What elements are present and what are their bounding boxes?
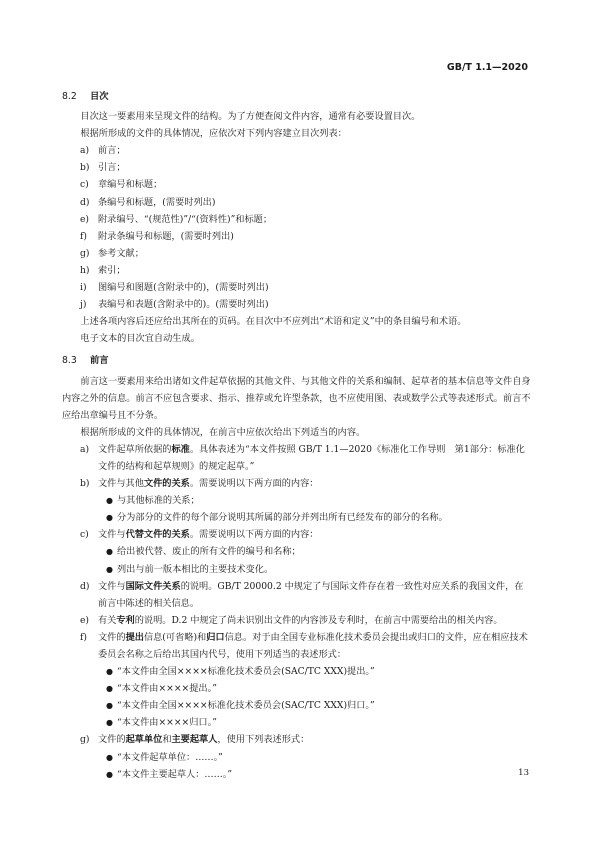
section-8-2-heading bbox=[62, 88, 532, 105]
bullet-icon: ● bbox=[106, 667, 113, 677]
item-text: 文件的 bbox=[98, 631, 126, 643]
item-keyword: 主要起草人 bbox=[171, 734, 218, 746]
list-label: f) bbox=[80, 230, 87, 242]
item-text: 。需要说明以下两方面的内容： bbox=[189, 478, 319, 490]
item-text: 文件与 bbox=[98, 529, 126, 541]
foreword-item-b bbox=[62, 475, 532, 492]
bullet-text: 与其他标准的关系； bbox=[117, 495, 200, 507]
item-keyword: 提出 bbox=[125, 631, 144, 643]
bullet-icon: ● bbox=[106, 701, 113, 711]
bullet-icon: ● bbox=[106, 547, 113, 557]
foreword-item-d bbox=[62, 578, 532, 612]
paragraph: 上述各项内容后还应给出其所在的页码。在目次中不应列出“术语和定义”中的条目编号和术语。 bbox=[80, 316, 467, 328]
bullet-text: “本文件起草单位：……。” bbox=[117, 751, 223, 763]
bullet-icon: ● bbox=[106, 769, 113, 779]
standard-number: GB/T 1.1—2020 bbox=[446, 62, 528, 73]
bullet-text: 给出被代替、废止的所有文件的编号和名称； bbox=[117, 546, 301, 558]
list-label: h) bbox=[80, 264, 90, 276]
bullet-icon: ● bbox=[106, 718, 113, 728]
list-item bbox=[62, 159, 532, 176]
item-text: 。具体表述为“本文件按照 GB/T 1.1—2020《标准化工作导则 第1部分：标准化文件的结构和起草规则》的规定起草。” bbox=[98, 443, 525, 472]
bullet-list bbox=[62, 543, 532, 577]
bullet-list bbox=[62, 492, 532, 526]
foreword-item-f bbox=[62, 629, 532, 663]
list-label: e) bbox=[80, 213, 90, 225]
list-label: g) bbox=[80, 247, 90, 259]
section-title: 目次 bbox=[90, 91, 109, 102]
list-text: 前言； bbox=[98, 145, 126, 157]
bullet-text: “本文件由全国××××标准化技术委员会(SAC/TC XXX)归口。” bbox=[117, 700, 375, 712]
paragraph: 前言这一要素用来给出诸如文件起草依据的其他文件、与其他文件的关系和编制、起草者的基本信息等文件自身内容之外的信息。前言不应包含要求、指示、推荐或允许型条款，也不应使用图、表或数学公式等表述形式。前言不应给出章编号且不分条。 bbox=[62, 375, 531, 421]
bullet-item bbox=[106, 509, 532, 526]
bullet-text: “本文件主要起草人：……。” bbox=[117, 768, 233, 780]
list-text: 附录编号、“(规范性)”/“(资料性)”和标题； bbox=[98, 213, 273, 225]
list-item bbox=[62, 211, 532, 228]
bullet-icon: ● bbox=[106, 496, 113, 506]
item-keyword: 代替文件的关系 bbox=[125, 529, 190, 541]
foreword-item-a bbox=[62, 441, 532, 475]
section-number: 8.3 bbox=[62, 355, 77, 367]
bullet-item bbox=[106, 697, 532, 714]
section-title: 前言 bbox=[90, 355, 109, 367]
list-text: 表编号和表题(含附录中的)。(需要时列出) bbox=[98, 299, 269, 311]
bullet-list bbox=[62, 749, 532, 783]
list-label: a) bbox=[80, 443, 90, 455]
item-text: 有关 bbox=[98, 614, 117, 626]
item-text: 的说明。GB/T 20000.2 中规定了与国际文件存在着一致性对应关系的我国文件，在前言中陈述的相关信息。 bbox=[98, 580, 524, 609]
section-number: 8.2 bbox=[62, 91, 77, 102]
paragraph: 电子文本的目次宜自动生成。 bbox=[80, 333, 200, 345]
item-text: 和 bbox=[162, 734, 172, 746]
bullet-icon: ● bbox=[106, 564, 113, 574]
bullet-text: 列出与前一版本相比的主要技术变化。 bbox=[117, 563, 274, 575]
section-8-3-heading bbox=[62, 352, 532, 369]
item-keyword: 文件的关系 bbox=[143, 478, 190, 490]
bullet-item bbox=[106, 766, 532, 783]
list-item bbox=[62, 176, 532, 193]
list-item bbox=[62, 262, 532, 279]
list-label: d) bbox=[80, 580, 90, 592]
item-text: 文件起草所依据的 bbox=[98, 443, 172, 455]
list-text: 索引； bbox=[98, 264, 126, 276]
bullet-list bbox=[62, 663, 532, 731]
item-text: 文件与 bbox=[98, 580, 126, 592]
list-item bbox=[62, 194, 532, 211]
foreword-item-e bbox=[62, 612, 532, 629]
bullet-item bbox=[106, 714, 532, 731]
item-text: 文件与其他 bbox=[98, 478, 144, 490]
item-text: 文件的 bbox=[98, 734, 126, 746]
list-label: b) bbox=[80, 162, 90, 174]
list-label: j) bbox=[80, 299, 87, 311]
list-label: f) bbox=[80, 631, 87, 643]
list-item bbox=[62, 142, 532, 159]
bullet-text: “本文件由全国××××标准化技术委员会(SAC/TC XXX)提出。” bbox=[117, 666, 375, 678]
list-text: 章编号和标题； bbox=[98, 179, 163, 191]
bullet-item bbox=[106, 561, 532, 578]
paragraph: 目次这一要素用来呈现文件的结构。为了方便查阅文件内容，通常有必要设置目次。 bbox=[80, 111, 421, 123]
item-keyword: 标准 bbox=[171, 443, 190, 455]
item-keyword: 起草单位 bbox=[125, 734, 163, 746]
bullet-item bbox=[106, 749, 532, 766]
bullet-item bbox=[106, 543, 532, 560]
paragraph: 根据所形成的文件的具体情况，应依次对下列内容建立目次列表： bbox=[80, 128, 347, 140]
list-label: d) bbox=[80, 196, 90, 208]
list-item bbox=[62, 228, 532, 245]
bullet-text: “本文件由××××提出。” bbox=[117, 683, 217, 695]
item-text: ，使用下列表述形式： bbox=[217, 734, 310, 746]
list-label: a) bbox=[80, 145, 90, 157]
bullet-text: “本文件由××××归口。” bbox=[117, 717, 217, 729]
foreword-item-g bbox=[62, 731, 532, 748]
list-label: g) bbox=[80, 734, 90, 746]
list-label: c) bbox=[80, 179, 89, 191]
list-label: e) bbox=[80, 614, 90, 626]
list-label: i) bbox=[80, 282, 87, 294]
bullet-item bbox=[106, 492, 532, 509]
bullet-icon: ● bbox=[106, 513, 113, 523]
list-text: 附录条编号和标题，(需要时列出) bbox=[98, 230, 234, 242]
item-text: 。需要说明以下两方面的内容： bbox=[189, 529, 319, 541]
list-label: c) bbox=[80, 529, 89, 541]
bullet-icon: ● bbox=[106, 684, 113, 694]
item-keyword: 专利 bbox=[116, 614, 135, 626]
bullet-icon: ● bbox=[106, 752, 113, 762]
list-text: 参考文献； bbox=[98, 247, 144, 259]
page-content bbox=[62, 88, 532, 783]
item-text: 信息。对于由全国专业标准化技术委员会提出或归口的文件，应在相应技术委员会名称之后给出其国内代号，使用下列适当的表述形式： bbox=[98, 631, 528, 660]
item-keyword: 国际文件关系 bbox=[125, 580, 181, 592]
bullet-text: 分为部分的文件的每个部分说明其所属的部分并列出所有已经发布的部分的名称。 bbox=[117, 512, 448, 524]
list-text: 图编号和图题(含附录中的)，(需要时列出) bbox=[98, 282, 269, 294]
list-label: b) bbox=[80, 478, 90, 490]
paragraph: 根据所形成的文件的具体情况，在前言中应依次给出下列适当的内容。 bbox=[80, 426, 366, 438]
list-text: 条编号和标题，(需要时列出) bbox=[98, 196, 216, 208]
list-item bbox=[62, 279, 532, 296]
list-item bbox=[62, 296, 532, 313]
list-item bbox=[62, 245, 532, 262]
page-number: 13 bbox=[518, 768, 529, 778]
bullet-item bbox=[106, 663, 532, 680]
toc-item-list bbox=[62, 142, 532, 313]
item-text: 的说明。D.2 中规定了尚未识别出文件的内容涉及专利时，在前言中需要给出的相关内容。 bbox=[134, 614, 503, 626]
bullet-item bbox=[106, 680, 532, 697]
list-text: 引言； bbox=[98, 162, 126, 174]
item-keyword: 归口 bbox=[206, 631, 225, 643]
foreword-item-c bbox=[62, 526, 532, 543]
item-text: 信息(可省略)和 bbox=[143, 631, 207, 643]
